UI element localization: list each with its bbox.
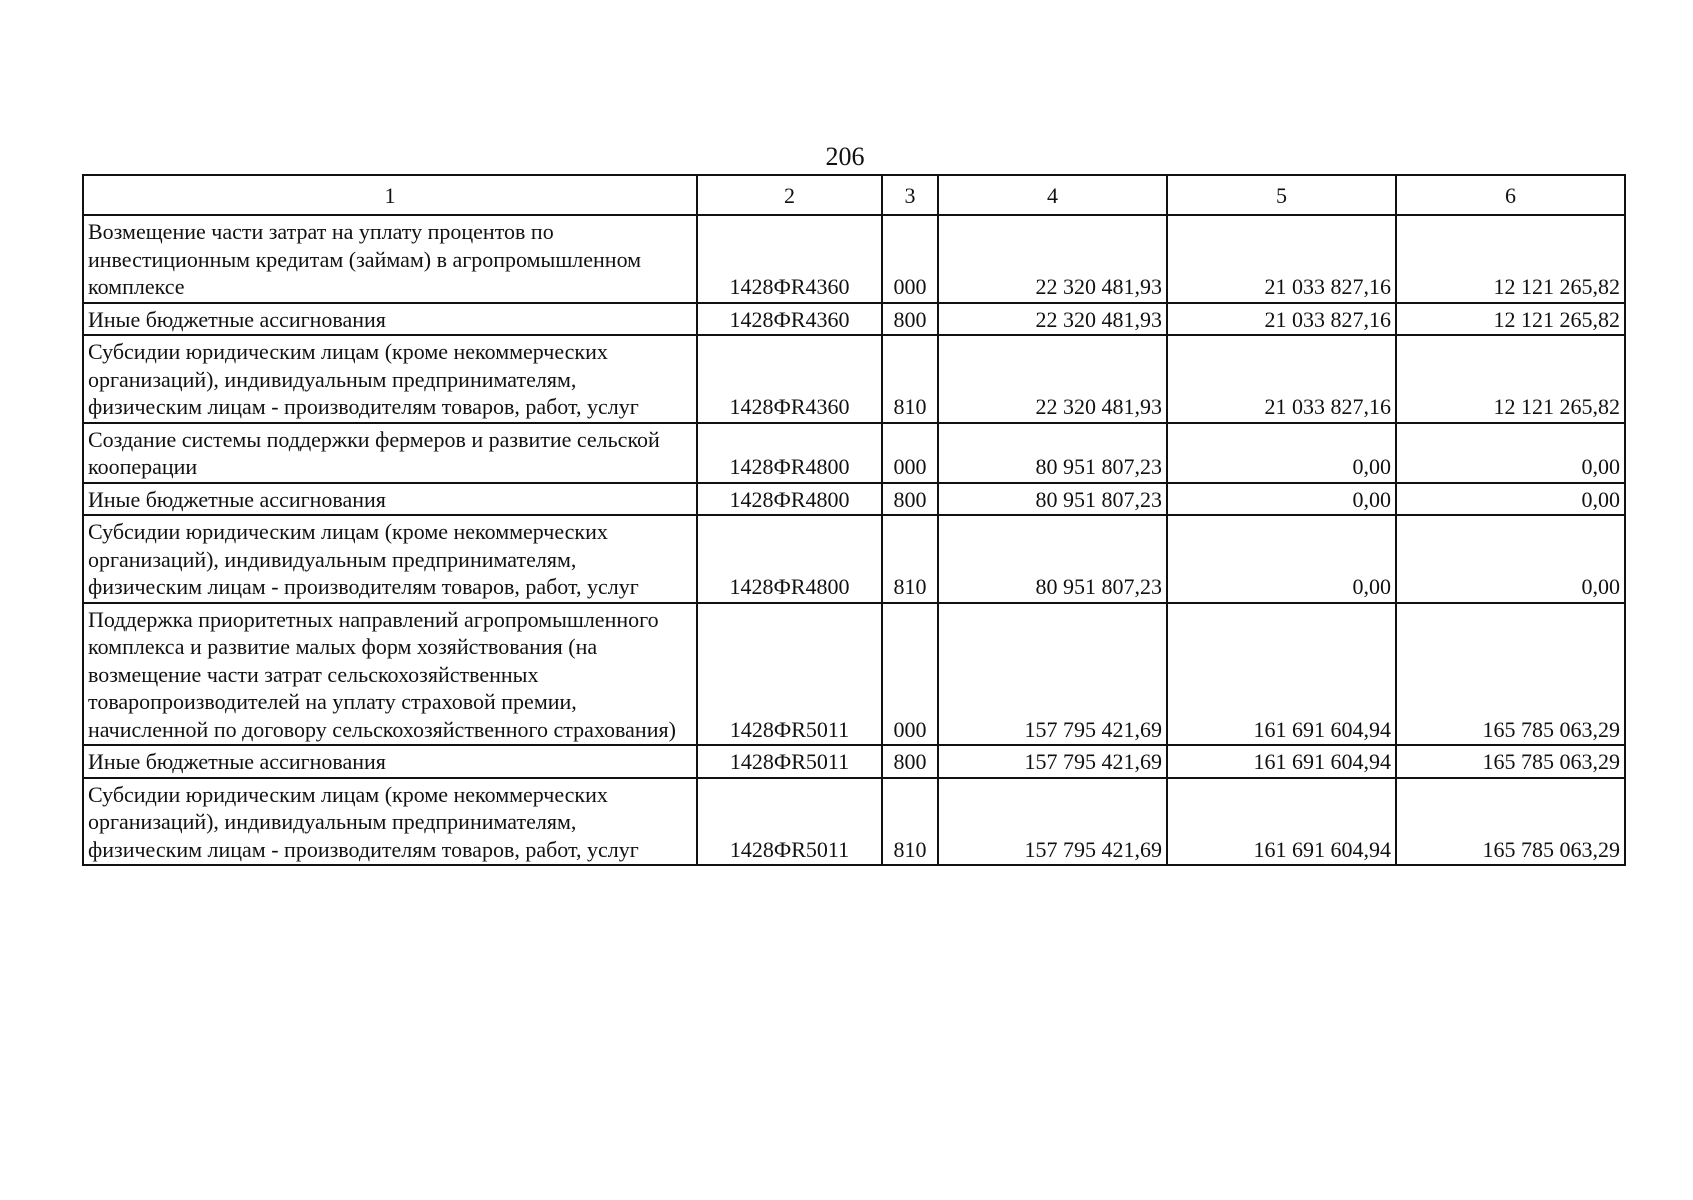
target-article-code: 1428ФR5011 (697, 778, 882, 866)
row-name: Иные бюджетные ассигнования (83, 745, 697, 778)
amount-col-5: 161 691 604,94 (1167, 603, 1396, 746)
column-header-4: 4 (938, 175, 1167, 215)
target-article-code: 1428ФR4360 (697, 335, 882, 423)
expense-type-code: 000 (882, 215, 938, 303)
amount-col-6: 12 121 265,82 (1396, 335, 1625, 423)
budget-table (82, 174, 1626, 866)
table-row (83, 423, 1625, 483)
row-name: Поддержка приоритетных направлений агропромышленного комплекса и развитие малых форм хозяйствования (на возмещение части затрат сельскохозяйственных товаропроизводителей на уплату страховой премии, начисленной по договору сельскохозяйственного страхования) (83, 603, 697, 746)
amount-col-5: 21 033 827,16 (1167, 215, 1396, 303)
row-name: Субсидии юридическим лицам (кроме некоммерческих организаций), индивидуальным предпринимателям, физическим лицам - производителям товаров, работ, услуг (83, 515, 697, 603)
table-row (83, 778, 1625, 866)
table-row (83, 483, 1625, 516)
target-article-code: 1428ФR5011 (697, 745, 882, 778)
amount-col-6: 0,00 (1396, 423, 1625, 483)
row-name: Субсидии юридическим лицам (кроме некоммерческих организаций), индивидуальным предпринимателям, физическим лицам - производителям товаров, работ, услуг (83, 335, 697, 423)
amount-col-4: 22 320 481,93 (938, 215, 1167, 303)
amount-col-4: 22 320 481,93 (938, 303, 1167, 336)
expense-type-code: 810 (882, 335, 938, 423)
column-header-5: 5 (1167, 175, 1396, 215)
amount-col-5: 0,00 (1167, 515, 1396, 603)
amount-col-6: 12 121 265,82 (1396, 215, 1625, 303)
amount-col-4: 80 951 807,23 (938, 483, 1167, 516)
expense-type-code: 810 (882, 778, 938, 866)
amount-col-6: 0,00 (1396, 483, 1625, 516)
amount-col-5: 21 033 827,16 (1167, 335, 1396, 423)
amount-col-5: 161 691 604,94 (1167, 745, 1396, 778)
column-header-3: 3 (882, 175, 938, 215)
amount-col-4: 80 951 807,23 (938, 423, 1167, 483)
amount-col-6: 0,00 (1396, 515, 1625, 603)
amount-col-4: 22 320 481,93 (938, 335, 1167, 423)
table-row (83, 745, 1625, 778)
page-number: 206 (825, 142, 865, 171)
target-article-code: 1428ФR4360 (697, 215, 882, 303)
expense-type-code: 800 (882, 303, 938, 336)
amount-col-6: 165 785 063,29 (1396, 745, 1625, 778)
table-row (83, 515, 1625, 603)
column-header-2: 2 (697, 175, 882, 215)
amount-col-5: 161 691 604,94 (1167, 778, 1396, 866)
target-article-code: 1428ФR4800 (697, 423, 882, 483)
amount-col-5: 21 033 827,16 (1167, 303, 1396, 336)
amount-col-6: 165 785 063,29 (1396, 603, 1625, 746)
table-row (83, 303, 1625, 336)
expense-type-code: 000 (882, 603, 938, 746)
expense-type-code: 800 (882, 745, 938, 778)
table-row (83, 215, 1625, 303)
row-name: Субсидии юридическим лицам (кроме некоммерческих организаций), индивидуальным предпринимателям, физическим лицам - производителям товаров, работ, услуг (83, 778, 697, 866)
amount-col-4: 80 951 807,23 (938, 515, 1167, 603)
target-article-code: 1428ФR4800 (697, 483, 882, 516)
target-article-code: 1428ФR4800 (697, 515, 882, 603)
column-header-6: 6 (1396, 175, 1625, 215)
row-name: Иные бюджетные ассигнования (83, 483, 697, 516)
target-article-code: 1428ФR5011 (697, 603, 882, 746)
amount-col-6: 165 785 063,29 (1396, 778, 1625, 866)
table-row (83, 603, 1625, 746)
row-name: Создание системы поддержки фермеров и развитие сельской кооперации (83, 423, 697, 483)
table-row (83, 335, 1625, 423)
amount-col-6: 12 121 265,82 (1396, 303, 1625, 336)
amount-col-4: 157 795 421,69 (938, 745, 1167, 778)
row-name: Возмещение части затрат на уплату процентов по инвестиционным кредитам (займам) в агропромышленном комплексе (83, 215, 697, 303)
amount-col-5: 0,00 (1167, 423, 1396, 483)
target-article-code: 1428ФR4360 (697, 303, 882, 336)
table-header-row (83, 175, 1625, 215)
amount-col-4: 157 795 421,69 (938, 603, 1167, 746)
amount-col-4: 157 795 421,69 (938, 778, 1167, 866)
expense-type-code: 000 (882, 423, 938, 483)
expense-type-code: 810 (882, 515, 938, 603)
column-header-1: 1 (83, 175, 697, 215)
expense-type-code: 800 (882, 483, 938, 516)
row-name: Иные бюджетные ассигнования (83, 303, 697, 336)
amount-col-5: 0,00 (1167, 483, 1396, 516)
